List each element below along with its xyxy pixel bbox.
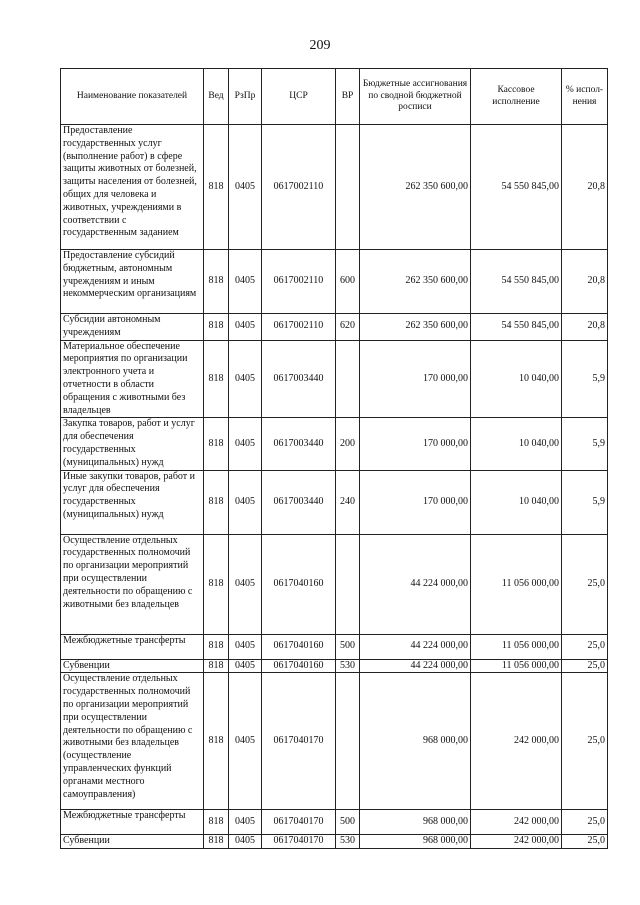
cell-pct: 25,0	[562, 534, 608, 634]
cell-plan: 170 000,00	[360, 340, 471, 418]
table-row	[61, 673, 608, 810]
cell-vr: 620	[336, 314, 360, 341]
cell-pct: 20,8	[562, 125, 608, 250]
cell-pct: 25,0	[562, 835, 608, 849]
cell-rzpr: 0405	[229, 534, 262, 634]
table-row	[61, 659, 608, 673]
cell-ved: 818	[204, 835, 229, 849]
cell-fact: 11 056 000,00	[471, 534, 562, 634]
cell-name: Субвенции	[61, 659, 204, 673]
header-vr: ВР	[336, 69, 360, 125]
cell-plan: 968 000,00	[360, 810, 471, 835]
cell-fact: 10 040,00	[471, 340, 562, 418]
cell-vr: 530	[336, 659, 360, 673]
table-row	[61, 810, 608, 835]
header-ved: Вед	[204, 69, 229, 125]
cell-csr: 0617002110	[262, 250, 336, 314]
cell-fact: 242 000,00	[471, 810, 562, 835]
cell-ved: 818	[204, 534, 229, 634]
cell-name: Материальное обеспечение мероприятия по организации электронного учета и отчетности в области обращения с животными без владельцев	[61, 340, 204, 418]
cell-ved: 818	[204, 659, 229, 673]
header-rzpr: РзПр	[229, 69, 262, 125]
header-csr: ЦСР	[262, 69, 336, 125]
cell-ved: 818	[204, 125, 229, 250]
cell-ved: 818	[204, 418, 229, 470]
cell-fact: 54 550 845,00	[471, 314, 562, 341]
cell-rzpr: 0405	[229, 659, 262, 673]
cell-vr: 200	[336, 418, 360, 470]
cell-vr: 600	[336, 250, 360, 314]
cell-pct: 25,0	[562, 673, 608, 810]
table-row	[61, 125, 608, 250]
cell-plan: 968 000,00	[360, 673, 471, 810]
cell-rzpr: 0405	[229, 340, 262, 418]
cell-vr: 240	[336, 470, 360, 534]
cell-csr: 0617040170	[262, 810, 336, 835]
cell-csr: 0617002110	[262, 125, 336, 250]
cell-fact: 10 040,00	[471, 418, 562, 470]
cell-plan: 262 350 600,00	[360, 250, 471, 314]
cell-csr: 0617002110	[262, 314, 336, 341]
cell-fact: 242 000,00	[471, 673, 562, 810]
cell-csr: 0617040170	[262, 835, 336, 849]
budget-execution-table	[60, 68, 608, 849]
cell-vr: 500	[336, 634, 360, 659]
cell-csr: 0617040170	[262, 673, 336, 810]
cell-pct: 25,0	[562, 634, 608, 659]
cell-rzpr: 0405	[229, 835, 262, 849]
table-row	[61, 835, 608, 849]
cell-csr: 0617003440	[262, 470, 336, 534]
cell-vr	[336, 125, 360, 250]
cell-ved: 818	[204, 634, 229, 659]
cell-fact: 11 056 000,00	[471, 634, 562, 659]
cell-rzpr: 0405	[229, 314, 262, 341]
cell-ved: 818	[204, 340, 229, 418]
cell-name: Иные закупки товаров, работ и услуг для обеспечения государственных (муниципальных) нужд	[61, 470, 204, 534]
cell-csr: 0617003440	[262, 418, 336, 470]
cell-ved: 818	[204, 810, 229, 835]
header-plan: Бюджетные ассигнования по сводной бюджетной росписи	[360, 69, 471, 125]
cell-plan: 262 350 600,00	[360, 314, 471, 341]
table-header-row	[61, 69, 608, 125]
cell-csr: 0617040160	[262, 634, 336, 659]
cell-plan: 968 000,00	[360, 835, 471, 849]
table-row	[61, 340, 608, 418]
cell-pct: 5,9	[562, 470, 608, 534]
cell-plan: 44 224 000,00	[360, 659, 471, 673]
cell-fact: 54 550 845,00	[471, 125, 562, 250]
cell-csr: 0617040160	[262, 534, 336, 634]
cell-vr	[336, 340, 360, 418]
cell-pct: 20,8	[562, 314, 608, 341]
cell-csr: 0617040160	[262, 659, 336, 673]
cell-name: Закупка товаров, работ и услуг для обеспечения государственных (муниципальных) нужд	[61, 418, 204, 470]
cell-plan: 44 224 000,00	[360, 534, 471, 634]
cell-plan: 170 000,00	[360, 418, 471, 470]
cell-fact: 54 550 845,00	[471, 250, 562, 314]
table-row	[61, 634, 608, 659]
cell-ved: 818	[204, 314, 229, 341]
cell-pct: 20,8	[562, 250, 608, 314]
cell-fact: 242 000,00	[471, 835, 562, 849]
cell-rzpr: 0405	[229, 634, 262, 659]
cell-plan: 262 350 600,00	[360, 125, 471, 250]
cell-ved: 818	[204, 250, 229, 314]
cell-name: Осуществление отдельных государственных полномочий по организации мероприятий при осуществлении деятельности по обращению с животными без владельцев (осуществление управленческих функций органами местного самоуправления)	[61, 673, 204, 810]
cell-name: Предоставление субсидий бюджетным, автономным учреждениям и иным некоммерческим организациям	[61, 250, 204, 314]
cell-pct: 5,9	[562, 340, 608, 418]
cell-pct: 25,0	[562, 659, 608, 673]
cell-vr	[336, 673, 360, 810]
table-row	[61, 418, 608, 470]
cell-rzpr: 0405	[229, 470, 262, 534]
table-row	[61, 314, 608, 341]
cell-vr: 530	[336, 835, 360, 849]
cell-plan: 170 000,00	[360, 470, 471, 534]
cell-plan: 44 224 000,00	[360, 634, 471, 659]
cell-rzpr: 0405	[229, 673, 262, 810]
cell-name: Предоставление государственных услуг (выполнение работ) в сфере защиты животных от болезней, защиты населения от болезней, общих для человека и животных, учреждениями в соответствии с государственным заданием	[61, 125, 204, 250]
cell-csr: 0617003440	[262, 340, 336, 418]
cell-pct: 5,9	[562, 418, 608, 470]
cell-ved: 818	[204, 470, 229, 534]
cell-rzpr: 0405	[229, 250, 262, 314]
cell-vr	[336, 534, 360, 634]
header-fact: Кассовое исполнение	[471, 69, 562, 125]
cell-name: Осуществление отдельных государственных полномочий по организации мероприятий при осуществлении деятельности по обращению с животными без владельцев	[61, 534, 204, 634]
cell-ved: 818	[204, 673, 229, 810]
cell-pct: 25,0	[562, 810, 608, 835]
table-row	[61, 534, 608, 634]
cell-name: Межбюджетные трансферты	[61, 634, 204, 659]
cell-name: Межбюджетные трансферты	[61, 810, 204, 835]
header-name: Наименование показателей	[61, 69, 204, 125]
table-row	[61, 250, 608, 314]
cell-vr: 500	[336, 810, 360, 835]
cell-fact: 11 056 000,00	[471, 659, 562, 673]
page-number: 209	[309, 38, 331, 53]
cell-name: Субсидии автономным учреждениям	[61, 314, 204, 341]
cell-rzpr: 0405	[229, 418, 262, 470]
cell-rzpr: 0405	[229, 125, 262, 250]
table-row	[61, 470, 608, 534]
header-pct: % испол-нения	[562, 69, 608, 125]
cell-name: Субвенции	[61, 835, 204, 849]
cell-fact: 10 040,00	[471, 470, 562, 534]
cell-rzpr: 0405	[229, 810, 262, 835]
